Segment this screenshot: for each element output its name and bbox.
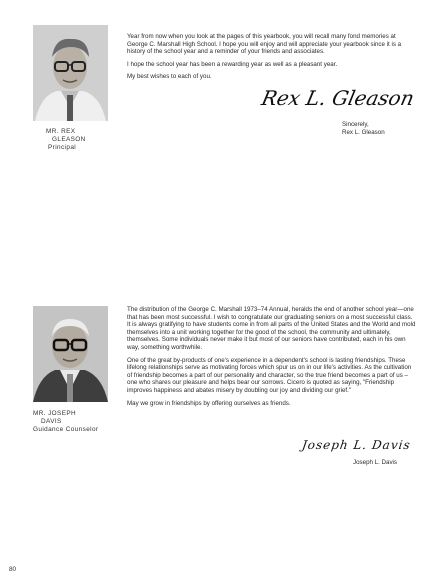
principal-signature: Rex L. Gleason	[259, 86, 417, 110]
counselor-letter-paragraph: May we grow in friendships by offering ourselves as friends.	[127, 399, 291, 407]
principal-typed-name: Rex L. Gleason	[342, 128, 385, 136]
principal-name-line2: GLEASON	[52, 136, 86, 143]
counselor-signature: Joseph L. Davis	[301, 438, 412, 452]
counselor-letter-paragraph: One of the great by-products of one's experience in a dependent's school is lasting friendships. These lifelong relationships serve as motivating forces which spur us on in our life's activities. As the cultivation of friendship becomes a part of our personality and character, so the true friend becomes a part of us – one who shares our pleasure and helps bear our sorrows. Cicero is quoted as saying, "Friendship improves happiness and abates misery by doubling our joy and dividing our grief."	[127, 356, 412, 394]
portrait-photo-counselor-icon	[33, 306, 108, 402]
counselor-title: Guidance Counselor	[33, 426, 99, 433]
principal-title: Principal	[48, 144, 77, 151]
principal-photo	[33, 25, 108, 121]
principal-letter-paragraph: I hope the school year has been a rewarding year as well as a pleasant year.	[127, 60, 338, 68]
counselor-letter	[127, 306, 417, 412]
principal-letter-paragraph: My best wishes to each of you.	[127, 73, 212, 81]
principal-signoff	[342, 121, 385, 136]
principal-letter	[127, 33, 414, 86]
principal-letter-paragraph: Year from now when you look at the pages of this yearbook, you will recall many fond memories at George C. Marshall High School. I hope you will enjoy and will appreciate your yearbook since it is a history of the school year and a reminder of your friends and associates.	[127, 33, 402, 56]
counselor-photo	[33, 306, 108, 402]
principal-caption	[46, 128, 86, 152]
counselor-name-line1: MR. JOSEPH	[33, 410, 77, 417]
counselor-typed-name: Joseph L. Davis	[353, 459, 398, 466]
principal-closing: Sincerely,	[342, 121, 369, 128]
counselor-name-line2: DAVIS	[41, 418, 62, 425]
counselor-caption	[33, 410, 98, 434]
counselor-letter-paragraph: The distribution of the George C. Marshall 1973–74 Annual, heralds the end of another school year—one that has been most successful. I wish to congratulate our graduating seniors on a most successful class. It is always gratifying to have students come in from all parts of the United States and the World and mold themselves into a unit working together for the good of the school, the community and ultimately, themselves. Some individuals never make it but most of our seniors have contributed, each in his own way, something worthwhile.	[127, 306, 416, 351]
page-number: 80	[9, 566, 17, 573]
portrait-photo-principal-icon	[33, 25, 108, 121]
principal-name-line1: MR. REX	[46, 128, 76, 135]
